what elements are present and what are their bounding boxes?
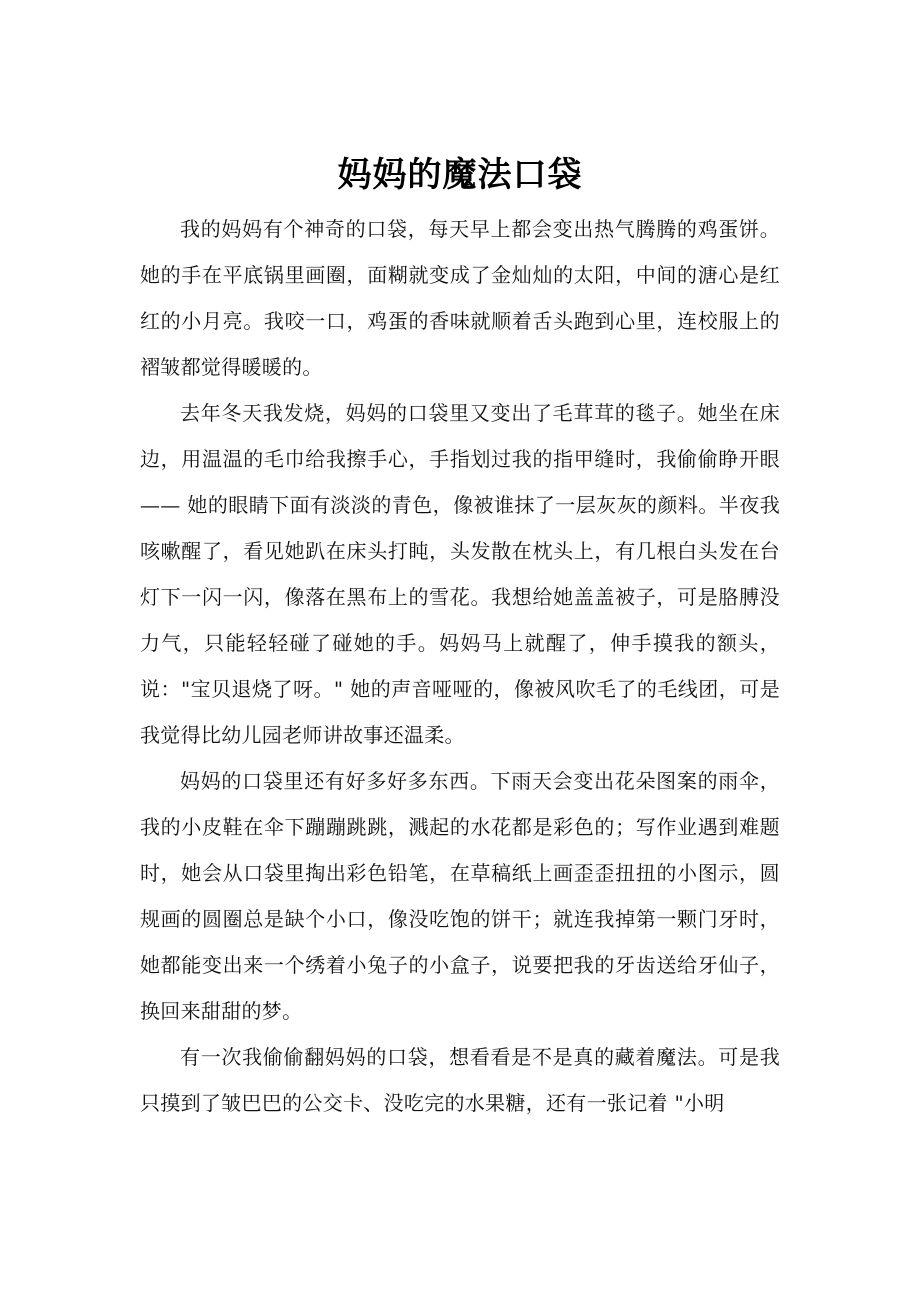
article-body (140, 206, 780, 1126)
paragraph: 有一次我偷偷翻妈妈的口袋，想看看是不是真的藏着魔法。可是我只摸到了皱巴巴的公交卡、没吃完的水果糖，还有一张记着 "小明 (140, 1045, 780, 1115)
paragraph: 妈妈的口袋里还有好多好多东西。下雨天会变出花朵图案的雨伞，我的小皮鞋在伞下蹦蹦跳跳，溅起的水花都是彩色的；写作业遇到难题时，她会从口袋里掏出彩色铅笔，在草稿纸上画歪歪扭扭的小图示，圆规画的圆圈总是缺个小口，像没吃饱的饼干；就连我掉第一颗门牙时，她都能变出来一个绣着小兔子的小盒子，说要把我的牙齿送给牙仙子，换回来甜甜的梦。 (140, 769, 780, 1023)
paragraph: 去年冬天我发烧，妈妈的口袋里又变出了毛茸茸的毯子。她坐在床边，用温温的毛巾给我擦手心，手指划过我的指甲缝时，我偷偷睁开眼 —— 她的眼睛下面有淡淡的青色，像被谁抹了一层灰灰的颜料。半夜我咳嗽醒了，看见她趴在床头打盹，头发散在枕头上，有几根白头发在台灯下一闪一闪，像落在黑布上的雪花。我想给她盖盖被子，可是胳膊没力气，只能轻轻碰了碰她的手。妈妈马上就醒了，伸手摸我的额头，说："宝贝退烧了呀。" 她的声音哑哑的，像被风吹毛了的毛线团，可是我觉得比幼儿园老师讲故事还温柔。 (140, 401, 780, 747)
paragraph: 我的妈妈有个神奇的口袋，每天早上都会变出热气腾腾的鸡蛋饼。她的手在平底锅里画圈，面糊就变成了金灿灿的太阳，中间的溏心是红红的小月亮。我咬一口，鸡蛋的香味就顺着舌头跑到心里，连校服上的褶皱都觉得暖暖的。 (140, 217, 780, 379)
page-title: 妈妈的魔法口袋 (337, 154, 583, 195)
